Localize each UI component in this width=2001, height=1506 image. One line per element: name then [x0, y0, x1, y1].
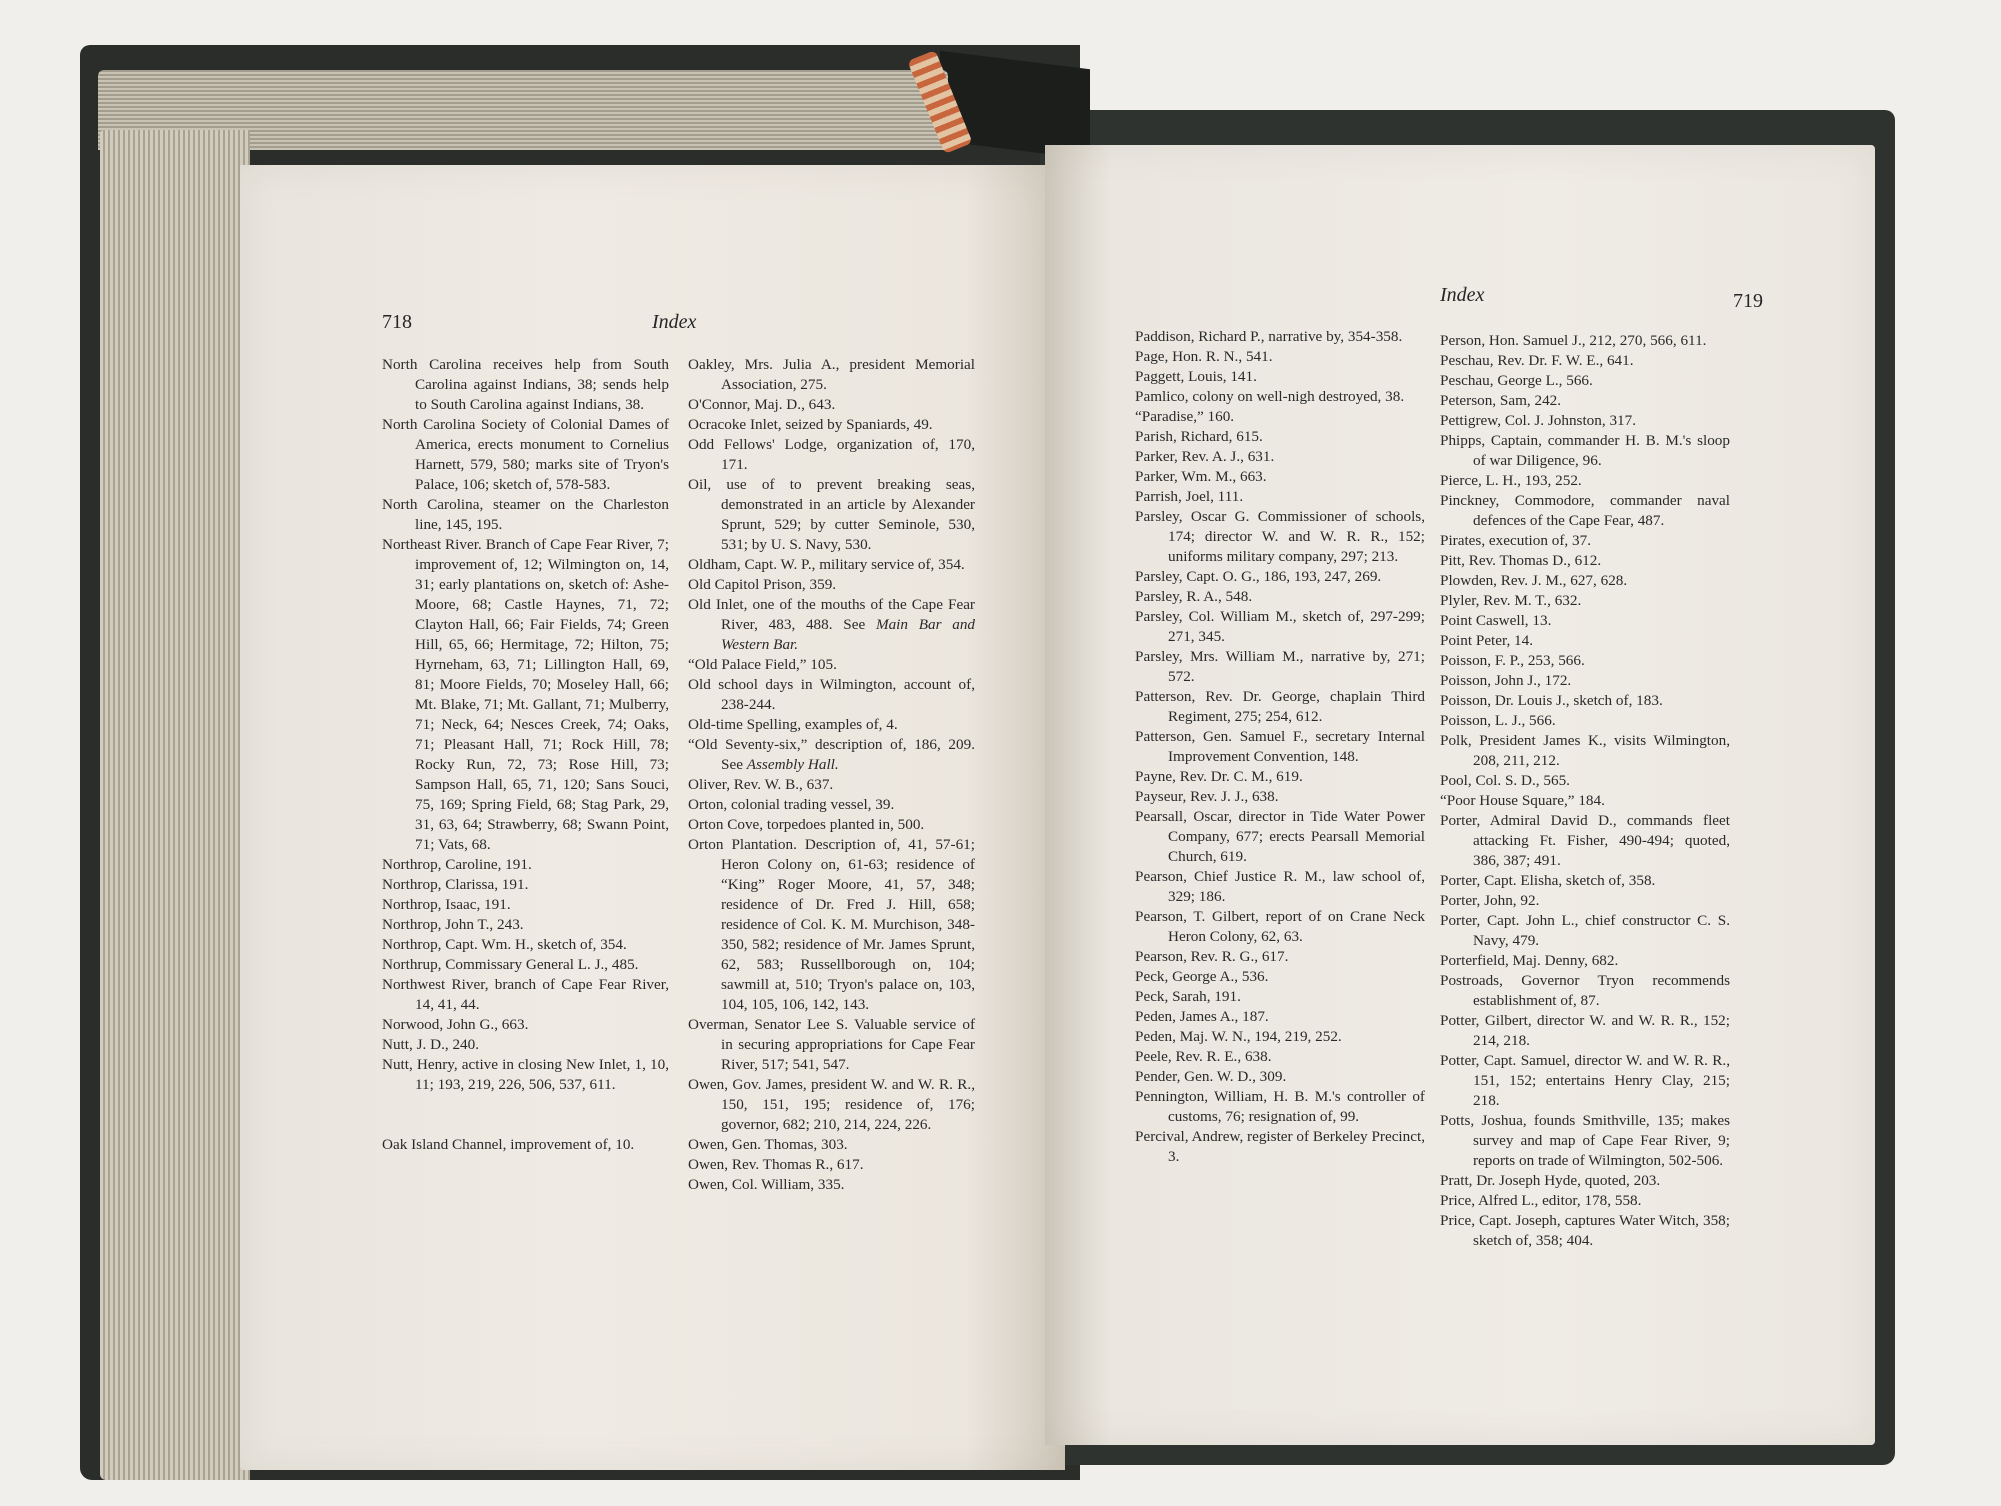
index-entry-text: Pitt, Rev. Thomas D., 612. [1440, 552, 1602, 569]
index-entry-text: Paggett, Louis, 141. [1135, 368, 1257, 385]
index-entry [688, 1135, 975, 1155]
index-entry [1135, 1067, 1425, 1087]
index-entry-text: Old-time Spelling, examples of, 4. [688, 716, 898, 733]
left-page [240, 165, 1065, 1470]
index-entry [1135, 767, 1425, 787]
index-entry-text: Point Caswell, 13. [1440, 612, 1552, 629]
index-entry-text: Pierce, L. H., 193, 252. [1440, 472, 1582, 489]
index-entry-text: Parker, Wm. M., 663. [1135, 468, 1267, 485]
index-entry-text: Orton Plantation. Description of, 41, 57-61; Heron Colony on, 61-63; residence of “King” Roger Moore, 41, 57, 348; residence of Dr. Fred J. Hill, 658; residence of Col. K. M. Murchison, 348-350, 582; residence of Mr. James Sprunt, 62, 583; Russellborough on, 104; sawmill at, 510; Tryon's palace on, 103, 104, 105, 106, 142, 143. [688, 836, 975, 1013]
index-entry [1440, 731, 1730, 771]
index-entry-text: Porter, Capt. John L., chief constructor C. S. Navy, 479. [1440, 912, 1730, 949]
index-entry [688, 1015, 975, 1075]
index-entry [382, 935, 669, 955]
left-column-2 [688, 355, 975, 1195]
index-entry [688, 1075, 975, 1135]
index-entry-text: Poisson, F. P., 253, 566. [1440, 652, 1585, 669]
index-entry-text: Peck, Sarah, 191. [1135, 988, 1241, 1005]
index-entry-text: Plyler, Rev. M. T., 632. [1440, 592, 1582, 609]
index-entry [1135, 387, 1425, 407]
index-entry-text: Pennington, William, H. B. M.'s controller of customs, 76; resignation of, 99. [1135, 1088, 1425, 1125]
index-entry-text: Peden, Maj. W. N., 194, 219, 252. [1135, 1028, 1342, 1045]
index-entry [688, 1155, 975, 1175]
index-entry [1135, 427, 1425, 447]
index-entry-text: Old Capitol Prison, 359. [688, 576, 837, 593]
index-entry-text: Potter, Gilbert, director W. and W. R. R., 152; 214, 218. [1440, 1012, 1730, 1049]
index-entry-text: Peck, George A., 536. [1135, 968, 1269, 985]
index-entry-text: Northrop, Clarissa, 191. [382, 876, 529, 893]
index-entry-text: North Carolina Society of Colonial Dames of America, erects monument to Cornelius Harnett, 579, 580; marks site of Tryon's Palace, 106; sketch of, 578-583. [382, 416, 669, 493]
index-entry [1440, 611, 1730, 631]
index-entry-text: “Old Palace Field,” 105. [688, 656, 837, 673]
index-entry-text: Parsley, Oscar G. Commissioner of schools, 174; director W. and W. R. R., 152; uniforms military company, 297; 213. [1135, 508, 1425, 565]
index-entry [382, 975, 669, 1015]
index-entry-text: Parish, Richard, 615. [1135, 428, 1263, 445]
index-entry-text: Peschau, Rev. Dr. F. W. E., 641. [1440, 352, 1634, 369]
index-entry-text: Owen, Col. William, 335. [688, 1176, 845, 1193]
index-entry [1440, 1111, 1730, 1171]
index-entry-text: Potter, Capt. Samuel, director W. and W. R. R., 151, 152; entertains Henry Clay, 215; 218. [1440, 1052, 1730, 1109]
index-entry-text: Norwood, John G., 663. [382, 1016, 529, 1033]
index-entry [382, 955, 669, 975]
page-number: 719 [1733, 290, 1763, 312]
index-entry [688, 655, 975, 675]
index-entry [1440, 891, 1730, 911]
index-entry [1440, 631, 1730, 651]
index-entry [1135, 947, 1425, 967]
index-entry-text: Payseur, Rev. J. J., 638. [1135, 788, 1279, 805]
index-entry-text: Pinckney, Commodore, commander naval defences of the Cape Fear, 487. [1440, 492, 1730, 529]
index-entry [688, 1175, 975, 1195]
index-entry-text: Porter, Capt. Elisha, sketch of, 358. [1440, 872, 1656, 889]
index-entry: Oak Island Channel, improvement of, 10. [382, 1136, 635, 1153]
index-entry [688, 675, 975, 715]
index-entry-text: Porterfield, Maj. Denny, 682. [1440, 952, 1619, 969]
index-entry [1135, 347, 1425, 367]
index-entry-text: Potts, Joshua, founds Smithville, 135; makes survey and map of Cape Fear River, 9; reports on trade of Wilmington, 502-506. [1440, 1112, 1730, 1169]
index-entry [382, 1035, 669, 1055]
index-entry [382, 915, 669, 935]
index-entry [1135, 447, 1425, 467]
index-entry [688, 835, 975, 1015]
index-entry [382, 495, 669, 535]
index-entry [1440, 1051, 1730, 1111]
index-entry [382, 355, 669, 415]
index-entry-text: “Paradise,” 160. [1135, 408, 1235, 425]
index-entry-text: Owen, Gov. James, president W. and W. R. R., 150, 151, 195; residence of, 176; governor, 682; 210, 214, 224, 226. [688, 1076, 975, 1133]
index-entry [1440, 1211, 1730, 1251]
see-reference: Main Bar and Western Bar. [721, 616, 976, 653]
index-entry-text: Peterson, Sam, 242. [1440, 392, 1562, 409]
index-entry [1440, 471, 1730, 491]
index-entry-text: O'Connor, Maj. D., 643. [688, 396, 836, 413]
page-edges-side [100, 130, 250, 1480]
index-entry-text: “Poor House Square,” 184. [1440, 792, 1605, 809]
index-entry-text: Pettigrew, Col. J. Johnston, 317. [1440, 412, 1637, 429]
letter-gap [382, 1095, 669, 1135]
index-entry [1440, 651, 1730, 671]
index-entry [1135, 787, 1425, 807]
index-entry-text: Price, Capt. Joseph, captures Water Witch, 358; sketch of, 358; 404. [1440, 1212, 1730, 1249]
index-entry [1440, 551, 1730, 571]
index-entry [1135, 727, 1425, 767]
index-entry [382, 855, 669, 875]
index-entry [1135, 467, 1425, 487]
index-entry [1135, 407, 1425, 427]
index-entry [1440, 371, 1730, 391]
right-column-1 [1135, 327, 1425, 1167]
index-entry-text: Northrup, Commissary General L. J., 485. [382, 956, 639, 973]
index-entry-text: “Old Seventy-six,” description of, 186, 209. See [688, 736, 975, 773]
index-entry [1440, 871, 1730, 891]
index-entry-text: Peden, James A., 187. [1135, 1008, 1269, 1025]
index-entry [1135, 607, 1425, 647]
index-entry [1440, 411, 1730, 431]
index-entry [688, 555, 975, 575]
left-column-1 [382, 355, 669, 1155]
index-entry-text: Northeast River. Branch of Cape Fear River, 7; improvement of, 12; Wilmington on, 14, 31; early plantations on, sketch of: Ashe-Moore, 68; Castle Haynes, 71, 72; Clayton Hall, 66; Fair Fields, 74; Green Hill, 65, 66; Hermitage, 72; Hilton, 75; Hyrneham, 63, 71; Lillington Hall, 69, 81; Moore Fields, 70; Moseley Hall, 66; Mt. Blake, 71; Mt. Gallant, 71; Mulberry, 71; Neck, 64; Nesces Creek, 74; Oaks, 71; Pleasant Hall, 71; Rock Hill, 78; Rocky Run, 72, 73; Rose Hill, 73; Sampson Hall, 65, 71, 120; Sans Souci, 75, 169; Spring Field, 68; Stag Park, 29, 31, 63, 64; Strawberry, 68; Swann Point, 71; Vats, 68. [382, 536, 669, 853]
index-entry-text: Person, Hon. Samuel J., 212, 270, 566, 611. [1440, 332, 1707, 349]
index-entry [688, 815, 975, 835]
index-entry-text: Porter, John, 92. [1440, 892, 1540, 909]
index-entry [1135, 367, 1425, 387]
index-entry-text: Pool, Col. S. D., 565. [1440, 772, 1570, 789]
index-entry [1440, 1011, 1730, 1051]
index-entry-text: Parker, Rev. A. J., 631. [1135, 448, 1275, 465]
index-entry-text: Odd Fellows' Lodge, organization of, 170, 171. [688, 436, 975, 473]
page-number: 718 [382, 311, 412, 333]
index-entry-text: Pearson, Rev. R. G., 617. [1135, 948, 1289, 965]
index-entry [1135, 647, 1425, 687]
index-entry [688, 355, 975, 395]
index-entry [382, 1015, 669, 1035]
index-entry [688, 735, 975, 775]
index-entry [1440, 971, 1730, 1011]
index-entry-text: Parsley, Col. William M., sketch of, 297-299; 271, 345. [1135, 608, 1425, 645]
index-entry [382, 875, 669, 895]
index-entry-text: Northrop, Caroline, 191. [382, 856, 532, 873]
index-entry-text: Pearson, Chief Justice R. M., law school of, 329; 186. [1135, 868, 1425, 905]
index-entry-text: Poisson, Dr. Louis J., sketch of, 183. [1440, 692, 1663, 709]
index-entry-text: North Carolina receives help from South Carolina against Indians, 38; sends help to South Carolina against Indians, 38. [382, 356, 669, 413]
index-entry [1135, 687, 1425, 727]
index-entry [382, 535, 669, 855]
index-entry-text: Overman, Senator Lee S. Valuable service of in securing appropriations for Cape Fear River, 517; 541, 547. [688, 1016, 975, 1073]
index-entry-text: Parsley, R. A., 548. [1135, 588, 1253, 605]
index-entry [1135, 1047, 1425, 1067]
index-entry-text: Nutt, Henry, active in closing New Inlet, 1, 10, 11; 193, 219, 226, 506, 537, 611. [382, 1056, 669, 1093]
index-entry [688, 395, 975, 415]
index-entry [688, 575, 975, 595]
index-entry-text: Phipps, Captain, commander H. B. M.'s sloop of war Diligence, 96. [1440, 432, 1730, 469]
index-entry [1440, 331, 1730, 351]
index-entry-text: Patterson, Gen. Samuel F., secretary Internal Improvement Convention, 148. [1135, 728, 1425, 765]
index-entry-text: Poisson, John J., 172. [1440, 672, 1572, 689]
index-entry-text: Price, Alfred L., editor, 178, 558. [1440, 1192, 1642, 1209]
running-title: Index [652, 311, 697, 333]
index-entry-text: Pearson, T. Gilbert, report of on Crane Neck Heron Colony, 62, 63. [1135, 908, 1425, 945]
index-entry-text: Orton Cove, torpedoes planted in, 500. [688, 816, 925, 833]
index-entry-text: Pamlico, colony on well-nigh destroyed, 38. [1135, 388, 1405, 405]
index-entry-text: Peele, Rev. R. E., 638. [1135, 1048, 1272, 1065]
index-entry-text: Pearsall, Oscar, director in Tide Water Power Company, 677; erects Pearsall Memorial Church, 619. [1135, 808, 1425, 865]
index-entry [1440, 671, 1730, 691]
index-entry [1135, 1127, 1425, 1167]
index-entry-text: Oil, use of to prevent breaking seas, demonstrated in an article by Alexander Sprunt, 529; by cutter Seminole, 530, 531; by U. S. Navy, 530. [688, 476, 975, 553]
index-entry [1135, 1027, 1425, 1047]
index-entry-text: Pratt, Dr. Joseph Hyde, quoted, 203. [1440, 1172, 1661, 1189]
index-entry-text: Percival, Andrew, register of Berkeley Precinct, 3. [1135, 1128, 1425, 1165]
index-entry-text: Owen, Rev. Thomas R., 617. [688, 1156, 864, 1173]
index-entry [1135, 1087, 1425, 1127]
right-page-header [1140, 284, 1770, 320]
index-entry [688, 415, 975, 435]
index-entry [1440, 1191, 1730, 1211]
index-entry-text: Northwest River, branch of Cape Fear River, 14, 41, 44. [382, 976, 669, 1013]
index-entry [1440, 771, 1730, 791]
index-entry-text: Postroads, Governor Tryon recommends establishment of, 87. [1440, 972, 1730, 1009]
index-entry [1440, 351, 1730, 371]
index-entry-text: Parrish, Joel, 111. [1135, 488, 1244, 505]
index-entry [1440, 711, 1730, 731]
index-entry [1440, 491, 1730, 531]
index-entry [688, 715, 975, 735]
index-entry [1440, 811, 1730, 871]
index-entry [1440, 1171, 1730, 1191]
index-entry-text: Polk, President James K., visits Wilmington, 208, 211, 212. [1440, 732, 1730, 769]
index-entry-text: Page, Hon. R. N., 541. [1135, 348, 1273, 365]
index-entry-text: Paddison, Richard P., narrative by, 354-358. [1135, 328, 1403, 345]
index-entry [1135, 507, 1425, 567]
index-entry [1440, 591, 1730, 611]
index-entry-text: Plowden, Rev. J. M., 627, 628. [1440, 572, 1628, 589]
index-entry [1135, 967, 1425, 987]
index-entry [1135, 587, 1425, 607]
index-entry [382, 1055, 669, 1095]
index-entry-text: Northrop, John T., 243. [382, 916, 524, 933]
index-entry-text: Payne, Rev. Dr. C. M., 619. [1135, 768, 1303, 785]
index-entry [1440, 431, 1730, 471]
index-entry [1135, 487, 1425, 507]
index-entry-text: Porter, Admiral David D., commands fleet attacking Ft. Fisher, 490-494; quoted, 386, 387; 491. [1440, 812, 1730, 869]
index-entry-text: Oliver, Rev. W. B., 637. [688, 776, 834, 793]
index-entry-text: Patterson, Rev. Dr. George, chaplain Third Regiment, 275; 254, 612. [1135, 688, 1425, 725]
index-entry [688, 435, 975, 475]
index-entry [688, 475, 975, 555]
index-entry [1135, 987, 1425, 1007]
index-entry-text: Pender, Gen. W. D., 309. [1135, 1068, 1287, 1085]
right-page [1045, 145, 1875, 1445]
index-entry [1440, 951, 1730, 971]
index-entry [1135, 327, 1425, 347]
index-entry-text: Old school days in Wilmington, account of, 238-244. [688, 676, 975, 713]
index-entry-text: Nutt, J. D., 240. [382, 1036, 480, 1053]
index-entry-text: Poisson, L. J., 566. [1440, 712, 1556, 729]
see-reference: Assembly Hall. [746, 756, 839, 773]
index-entry [688, 795, 975, 815]
index-entry-text: Orton, colonial trading vessel, 39. [688, 796, 895, 813]
right-column-2 [1440, 331, 1730, 1251]
left-page-header [382, 311, 982, 341]
index-entry-text: Pirates, execution of, 37. [1440, 532, 1591, 549]
index-entry-text: Northrop, Capt. Wm. H., sketch of, 354. [382, 936, 627, 953]
index-entry [382, 895, 669, 915]
index-entry-text: Oakley, Mrs. Julia A., president Memorial Association, 275. [688, 356, 975, 393]
index-entry [1135, 1007, 1425, 1027]
index-entry-text: Ocracoke Inlet, seized by Spaniards, 49. [688, 416, 933, 433]
index-entry [1135, 567, 1425, 587]
index-entry-text: Oldham, Capt. W. P., military service of, 354. [688, 556, 965, 573]
index-entry-text: Point Peter, 14. [1440, 632, 1534, 649]
index-entry-text: North Carolina, steamer on the Charleston line, 145, 195. [382, 496, 669, 533]
index-entry-text: Old Inlet, one of the mouths of the Cape Fear River, 483, 488. See [688, 596, 975, 633]
index-entry [1135, 907, 1425, 947]
index-entry [688, 595, 975, 655]
index-entry [1135, 807, 1425, 867]
index-entry [1440, 791, 1730, 811]
index-entry [1440, 691, 1730, 711]
index-entry [1135, 867, 1425, 907]
index-entry [1440, 391, 1730, 411]
index-entry [1440, 531, 1730, 551]
index-entry-text: Northrop, Isaac, 191. [382, 896, 511, 913]
index-entry-text: Parsley, Capt. O. G., 186, 193, 247, 269. [1135, 568, 1382, 585]
index-entry [382, 415, 669, 495]
index-entry-text: Owen, Gen. Thomas, 303. [688, 1136, 848, 1153]
running-title: Index [1440, 284, 1485, 306]
index-entry [1440, 911, 1730, 951]
index-entry-text: Peschau, George L., 566. [1440, 372, 1593, 389]
index-entry [688, 775, 975, 795]
index-entry [1440, 571, 1730, 591]
index-entry-text: Parsley, Mrs. William M., narrative by, 271; 572. [1135, 648, 1425, 685]
